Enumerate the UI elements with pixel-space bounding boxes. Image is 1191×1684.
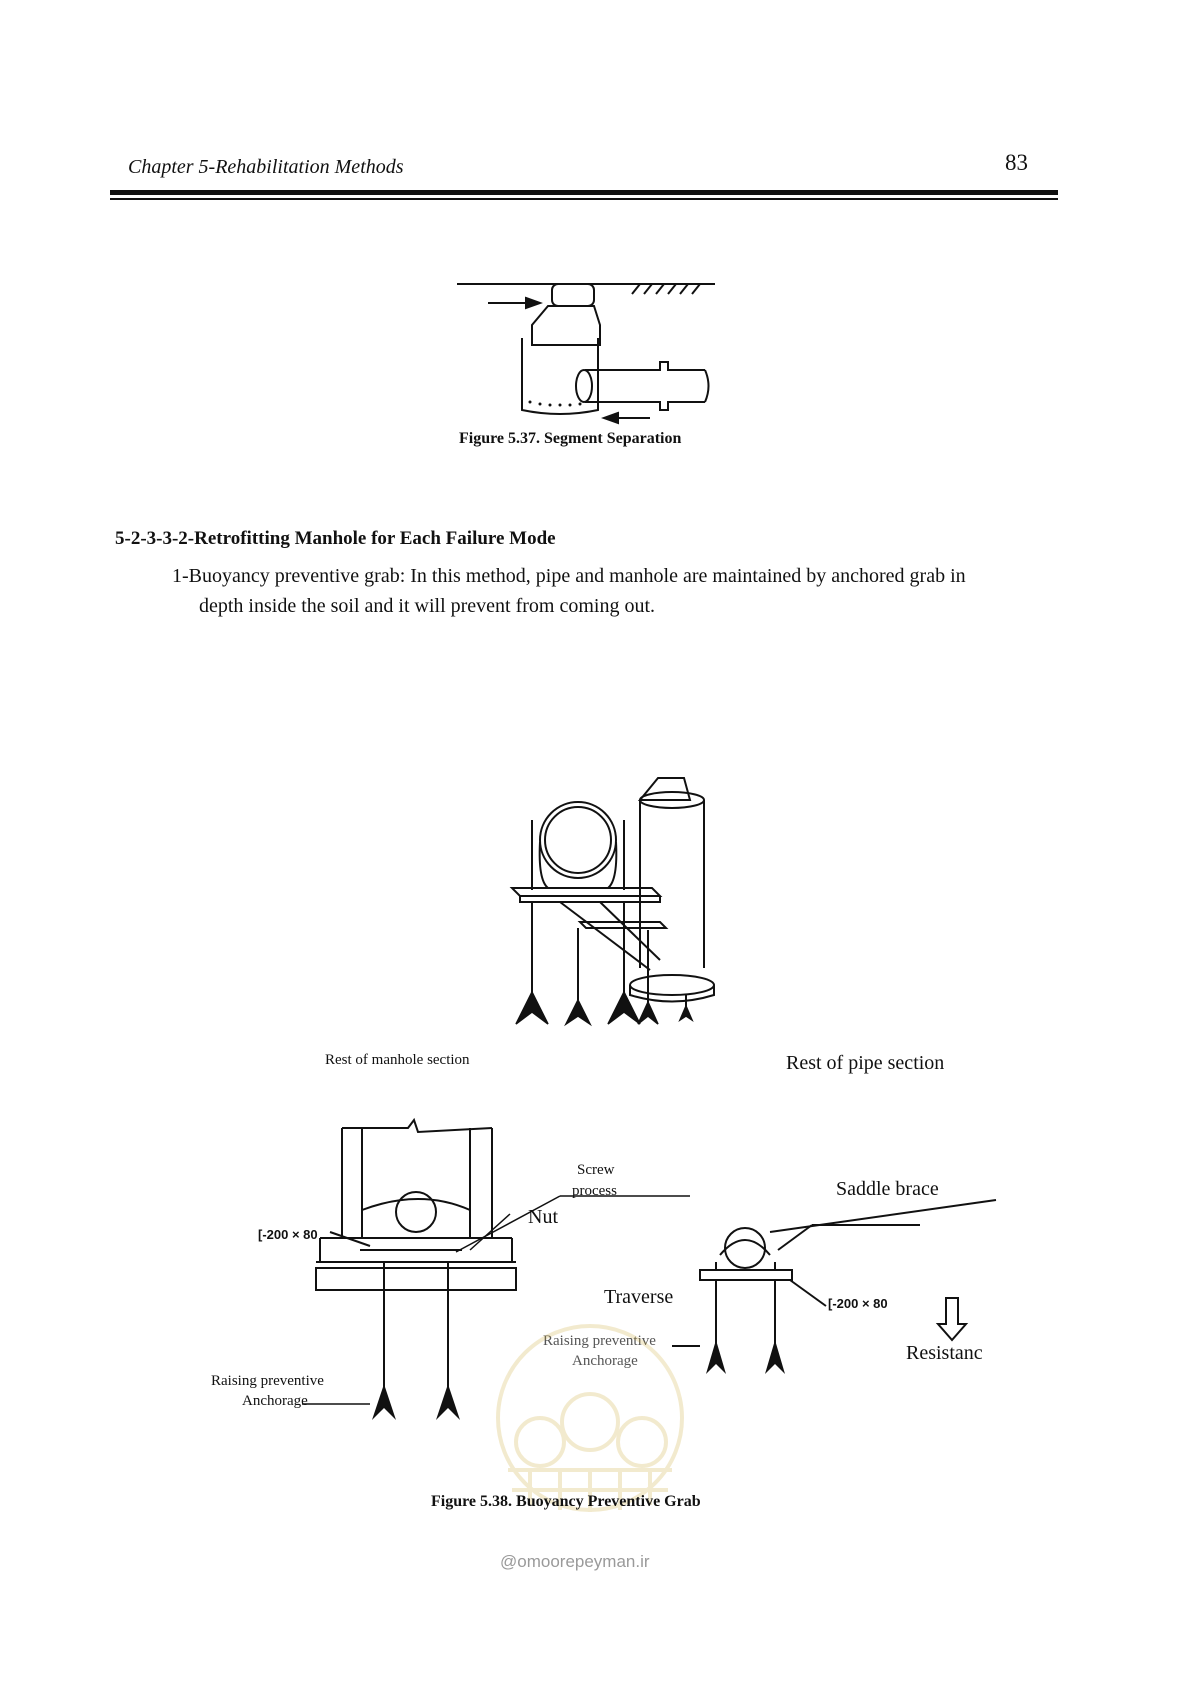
label-dim-left: [-200 × 80 bbox=[258, 1227, 318, 1242]
label-dim-right: [-200 × 80 bbox=[828, 1296, 888, 1311]
paragraph-line-1: 1-Buoyancy preventive grab: In this method, pipe and manhole are maintained by anchored grab in bbox=[172, 565, 966, 587]
page-number: 83 bbox=[1005, 150, 1028, 175]
label-process: process bbox=[572, 1183, 617, 1199]
label-resistance: Resistanc bbox=[906, 1342, 983, 1364]
label-raising-center-2: Anchorage bbox=[572, 1353, 638, 1369]
label-raising-left-2: Anchorage bbox=[242, 1393, 308, 1409]
label-rest-manhole: Rest of manhole section bbox=[325, 1052, 470, 1068]
figure-caption-5-37: Figure 5.37. Segment Separation bbox=[459, 430, 682, 447]
running-head: Chapter 5-Rehabilitation Methods bbox=[128, 156, 404, 178]
label-saddle-brace: Saddle brace bbox=[836, 1178, 939, 1200]
label-raising-left-1: Raising preventive bbox=[211, 1373, 324, 1389]
section-heading: 5-2-3-3-2-Retrofitting Manhole for Each Failure Mode bbox=[115, 528, 556, 549]
label-raising-center-1: Raising preventive bbox=[543, 1333, 656, 1349]
label-rest-pipe: Rest of pipe section bbox=[786, 1052, 945, 1074]
paragraph-line-2: depth inside the soil and it will prevent from coming out. bbox=[199, 595, 656, 617]
watermark-site: @omoorepeyman.ir bbox=[500, 1552, 650, 1571]
label-nut: Nut bbox=[528, 1206, 558, 1228]
label-screw: Screw bbox=[577, 1162, 615, 1178]
figure-caption-5-38: Figure 5.38. Buoyancy Preventive Grab bbox=[431, 1493, 701, 1510]
label-traverse: Traverse bbox=[604, 1286, 674, 1308]
